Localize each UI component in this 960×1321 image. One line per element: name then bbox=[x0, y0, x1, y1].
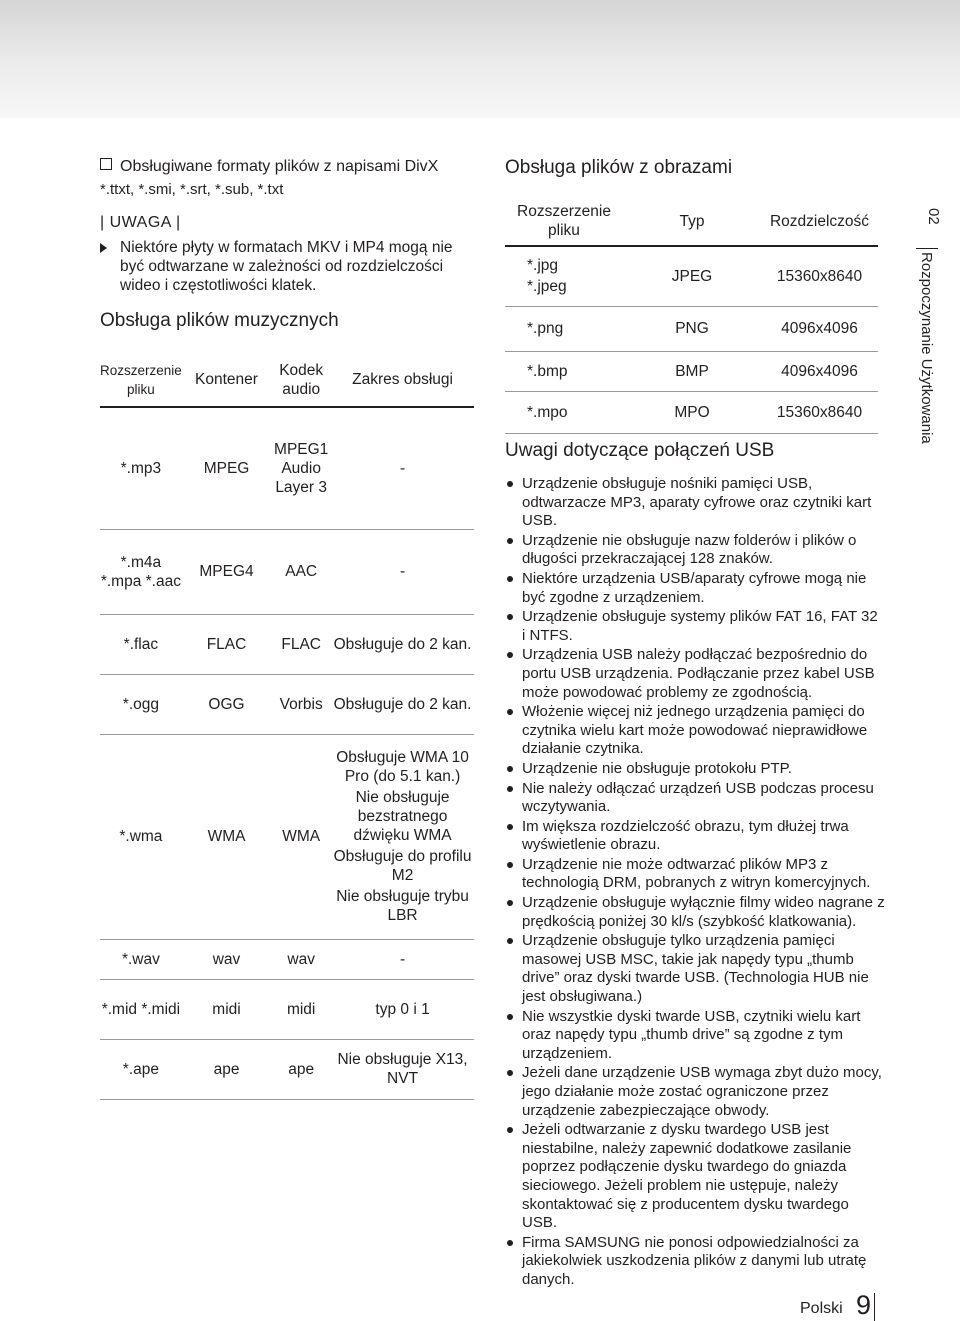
column-header-range: Zakres obsługi bbox=[331, 353, 474, 407]
cell-extension bbox=[505, 246, 623, 306]
cell-container: MPEG4 bbox=[182, 529, 271, 614]
cell-extension: *.wma bbox=[100, 734, 182, 939]
header-band bbox=[0, 0, 960, 118]
table-row bbox=[505, 306, 878, 351]
list-item: Im większa rozdzielczość obrazu, tym dłużej trwa wyświetlenie obrazu. bbox=[505, 818, 885, 855]
cell-extension: *.mid *.midi bbox=[100, 979, 182, 1039]
cell-range: typ 0 i 1 bbox=[331, 979, 474, 1039]
music-section-heading: Obsługa plików muzycznych bbox=[100, 310, 339, 331]
image-formats-table bbox=[505, 197, 878, 434]
music-formats-table bbox=[100, 353, 474, 1100]
cell-range: - bbox=[331, 407, 474, 529]
chapter-side-tab bbox=[912, 208, 942, 468]
table-row bbox=[505, 391, 878, 433]
chapter-title: Rozpoczynanie Użytkowania bbox=[918, 252, 935, 444]
cell-range: Nie obsługuje X13, NVT bbox=[331, 1039, 474, 1099]
table-header-row bbox=[505, 197, 878, 246]
cell-container: wav bbox=[182, 939, 271, 979]
list-item: Nie wszystkie dyski twarde USB, czytniki wielu kart oraz napędy typu „thumb drive” są zgodne z tym urządzeniem. bbox=[505, 1008, 885, 1064]
cell-container: midi bbox=[182, 979, 271, 1039]
image-section-heading: Obsługa plików z obrazami bbox=[505, 157, 733, 178]
cell-extension: *.m4a *.mpa *.aac bbox=[100, 529, 182, 614]
table-row bbox=[100, 614, 474, 674]
cell-type: JPEG bbox=[623, 246, 761, 306]
cell-type: PNG bbox=[623, 306, 761, 351]
table-row bbox=[100, 674, 474, 734]
ext-line: *.jpeg bbox=[527, 278, 567, 296]
cell-range: Obsługuje do 2 kan. bbox=[331, 614, 474, 674]
cell-resolution: 15360x8640 bbox=[761, 391, 878, 433]
range-line: Obsługuje do profilu M2 bbox=[333, 848, 472, 884]
note-item bbox=[100, 238, 480, 295]
cell-type: BMP bbox=[623, 351, 761, 391]
list-item: Urządzenia USB należy podłączać bezpośrednio do portu USB urządzenia. Podłączanie przez kabel USB może powodować problemy ze zgodnością. bbox=[505, 646, 885, 702]
range-line: Nie obsługuje bezstratnego dźwięku WMA bbox=[353, 789, 452, 844]
cell-codec: WMA bbox=[271, 734, 331, 939]
list-item: Urządzenie nie obsługuje nazw folderów i plików o długości przekraczającej 128 znaków. bbox=[505, 532, 885, 569]
range-line: Nie obsługuje trybu LBR bbox=[336, 888, 469, 924]
list-item: Jeżeli dane urządzenie USB wymaga zbyt dużo mocy, jego działanie może zostać ograniczone przez urządzenie zabezpieczające obwody. bbox=[505, 1064, 885, 1120]
cell-extension: *.flac bbox=[100, 614, 182, 674]
list-item: Urządzenie obsługuje systemy plików FAT 16, FAT 32 i NTFS. bbox=[505, 608, 885, 645]
cell-resolution: 15360x8640 bbox=[761, 246, 878, 306]
cell-container: MPEG bbox=[182, 407, 271, 529]
checkbox-bullet-icon bbox=[100, 158, 112, 170]
table-row bbox=[100, 529, 474, 614]
footer-language: Polski bbox=[800, 1300, 843, 1317]
list-item: Urządzenie obsługuje tylko urządzenia pamięci masowej USB MSC, takie jak napędy typu „thumb drive” oraz dyski twarde USB. (Technologia HUB nie jest obsługiwana.) bbox=[505, 932, 885, 1006]
list-item: Włożenie więcej niż jednego urządzenia pamięci do czytnika wielu kart może powodować nieprawidłowe działanie czytnika. bbox=[505, 703, 885, 759]
table-row bbox=[100, 1039, 474, 1099]
cell-extension: *.png bbox=[505, 306, 623, 351]
divx-subtitle-formats-title bbox=[100, 158, 438, 176]
list-item: Nie należy odłączać urządzeń USB podczas procesu wczytywania. bbox=[505, 780, 885, 817]
usb-notes-list bbox=[505, 475, 885, 1291]
ext-line: *.jpg bbox=[527, 257, 559, 275]
triangle-bullet-icon bbox=[100, 243, 107, 253]
page-number: 9 bbox=[856, 1290, 872, 1320]
usb-section-heading: Uwagi dotyczące połączeń USB bbox=[505, 440, 775, 461]
table-row bbox=[100, 734, 474, 939]
cell-extension: *.ogg bbox=[100, 674, 182, 734]
cell-container: WMA bbox=[182, 734, 271, 939]
column-header-type: Typ bbox=[623, 197, 761, 246]
cell-extension: *.mp3 bbox=[100, 407, 182, 529]
divx-title-text: Obsługiwane formaty plików z napisami DivX bbox=[120, 158, 439, 175]
cell-resolution: 4096x4096 bbox=[761, 306, 878, 351]
cell-codec: ape bbox=[271, 1039, 331, 1099]
cell-extension: *.ape bbox=[100, 1039, 182, 1099]
cell-range: - bbox=[331, 529, 474, 614]
column-header-codec: Kodek audio bbox=[271, 353, 331, 407]
cell-range: - bbox=[331, 939, 474, 979]
column-header-extension: Rozszerzenie pliku bbox=[505, 197, 623, 246]
chapter-divider bbox=[916, 248, 938, 249]
list-item: Firma SAMSUNG nie ponosi odpowiedzialności za jakiekolwiek uszkodzenia plików z danymi lub utratę danych. bbox=[505, 1234, 885, 1290]
cell-codec: MPEG1 Audio Layer 3 bbox=[271, 407, 331, 529]
note-text: Niektóre płyty w formatach MKV i MP4 mogą nie być odtwarzane w zależności od rozdzielczości wideo i częstotliwości klatek. bbox=[120, 239, 453, 294]
list-item: Urządzenie nie obsługuje protokołu PTP. bbox=[505, 760, 885, 779]
cell-codec: Vorbis bbox=[271, 674, 331, 734]
cell-codec: FLAC bbox=[271, 614, 331, 674]
cell-range bbox=[331, 734, 474, 939]
footer-divider bbox=[874, 1293, 875, 1321]
cell-extension: *.wav bbox=[100, 939, 182, 979]
column-header-extension: Rozszerzenie pliku bbox=[100, 353, 182, 407]
cell-extension: *.bmp bbox=[505, 351, 623, 391]
cell-type: MPO bbox=[623, 391, 761, 433]
note-label: | UWAGA | bbox=[100, 214, 181, 231]
table-row bbox=[505, 246, 878, 306]
list-item: Urządzenie obsługuje wyłącznie filmy wideo nagrane z prędkością poniżej 30 kl/s (szybkość klatkowania). bbox=[505, 894, 885, 931]
cell-codec: AAC bbox=[271, 529, 331, 614]
column-header-resolution: Rozdzielczość bbox=[761, 197, 878, 246]
table-row bbox=[100, 939, 474, 979]
list-item: Urządzenie nie może odtwarzać plików MP3 z technologią DRM, pobranych z witryn komercyjnych. bbox=[505, 856, 885, 893]
cell-codec: wav bbox=[271, 939, 331, 979]
cell-container: ape bbox=[182, 1039, 271, 1099]
list-item: Jeżeli odtwarzanie z dysku twardego USB jest niestabilne, należy zapewnić dodatkowe zasilanie poprzez podłączenie dysku twardego do gniazda sieciowego. Jeżeli problem nie ustępuje, należy skontaktować się z producentem dysku twardego USB. bbox=[505, 1121, 885, 1233]
table-row bbox=[100, 407, 474, 529]
cell-range: Obsługuje do 2 kan. bbox=[331, 674, 474, 734]
cell-container: FLAC bbox=[182, 614, 271, 674]
cell-extension: *.mpo bbox=[505, 391, 623, 433]
chapter-number: 02 bbox=[925, 208, 942, 225]
table-row bbox=[505, 351, 878, 391]
column-header-container: Kontener bbox=[182, 353, 271, 407]
cell-codec: midi bbox=[271, 979, 331, 1039]
list-item: Niektóre urządzenia USB/aparaty cyfrowe mogą nie być zgodne z urządzeniem. bbox=[505, 570, 885, 607]
list-item: Urządzenie obsługuje nośniki pamięci USB, odtwarzacze MP3, aparaty cyfrowe oraz czytniki kart USB. bbox=[505, 475, 885, 531]
table-header-row bbox=[100, 353, 474, 407]
range-line: Obsługuje WMA 10 Pro (do 5.1 kan.) bbox=[336, 749, 469, 785]
cell-resolution: 4096x4096 bbox=[761, 351, 878, 391]
cell-container: OGG bbox=[182, 674, 271, 734]
table-row bbox=[100, 979, 474, 1039]
divx-extensions: *.ttxt, *.smi, *.srt, *.sub, *.txt bbox=[100, 181, 284, 198]
